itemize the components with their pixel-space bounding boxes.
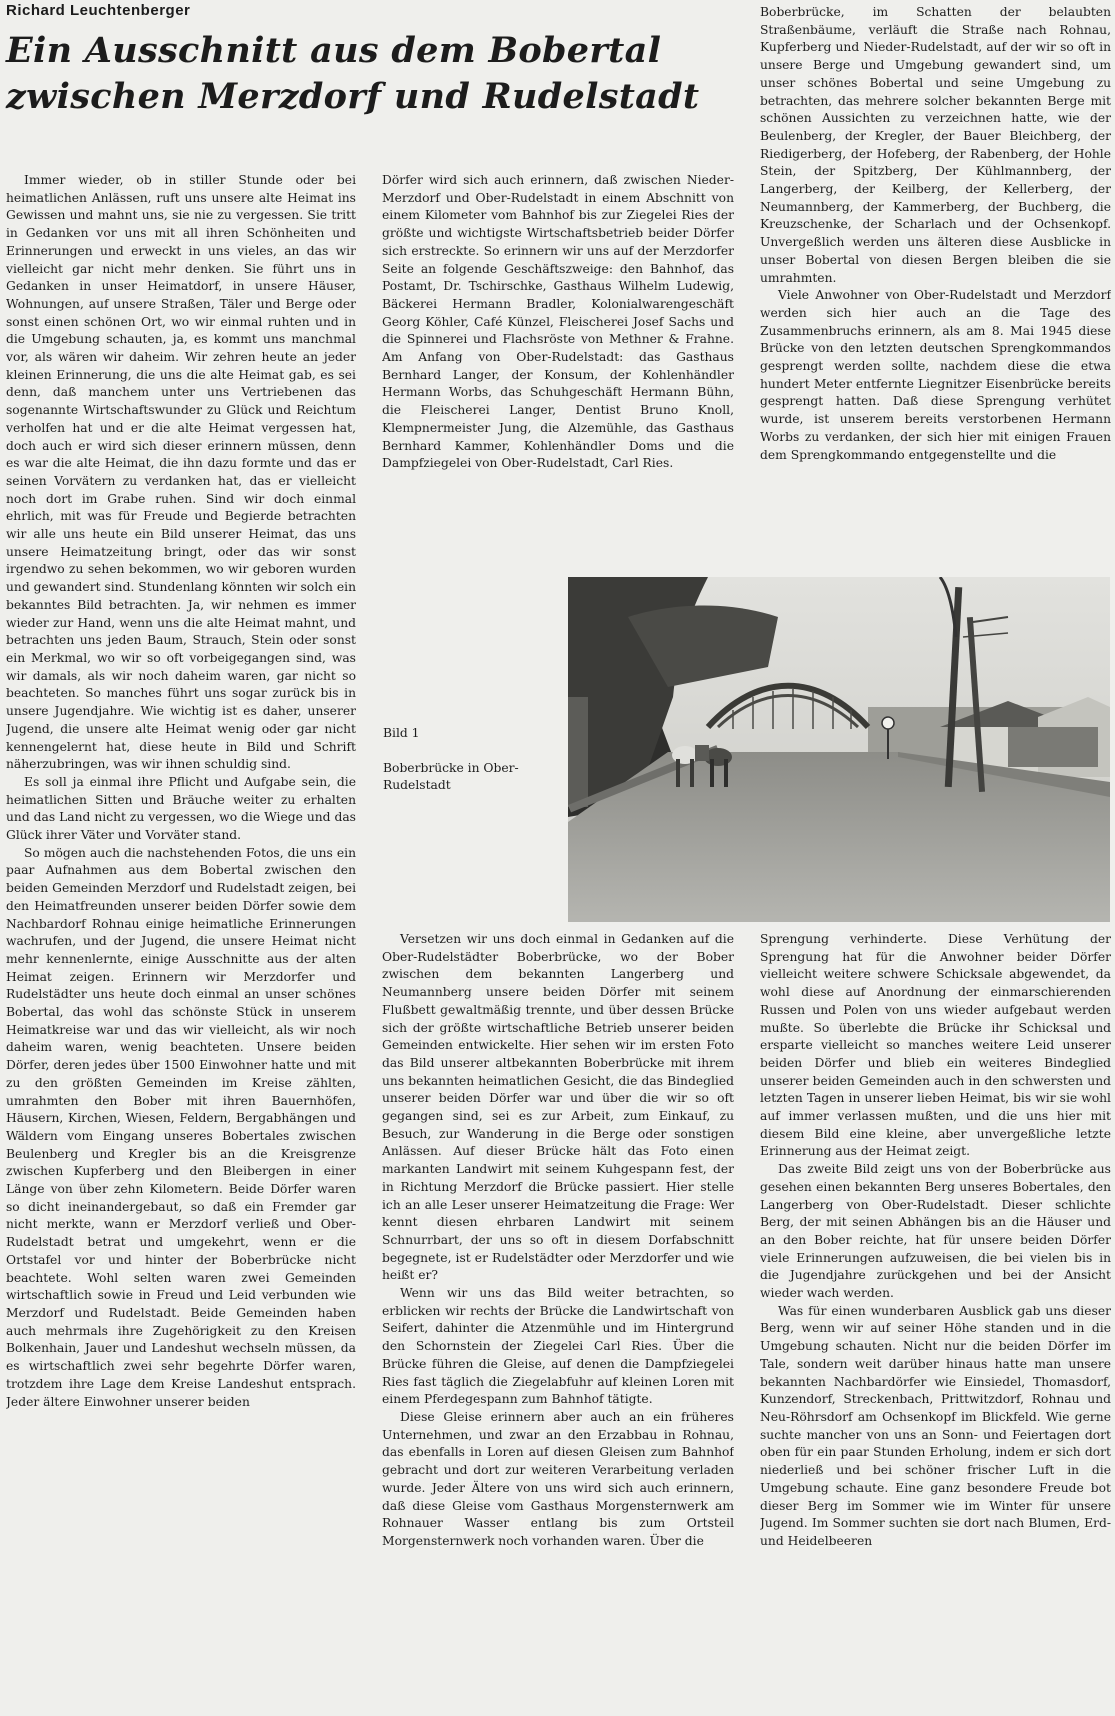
paragraph: Das zweite Bild zeigt uns von der Boberbrücke aus gesehen einen bekannten Berg unseres Bobertales, den Langerberg von Ober-Rudelstadt. Dieser schlichte Berg, der mit seinen Abhängen bis an die Häuser und an den Bober reichte, hat für unsere beiden Dörfer viele Erinnerungen aufzuweisen, die bei vielen bis in die Jugendjahre zurückgehen und bei der Ansicht wieder wach werden. [760, 1162, 1111, 1301]
paragraph: Diese Gleise erinnern aber auch an ein früheres Unternehmen, und zwar an den Erzabbau in Rohnau, das ebenfalls in Loren auf diesen Gleisen zum Bahnhof gebracht und dort zur weiteren Verarbeitung verladen wurde. Jeder Ältere von uns wird sich auch erinnern, daß diese Gleise vom Gasthaus Morgensternwerk am Rohnauer Wasser entlang bis zum Ortsteil Morgensternwerk noch vorhanden waren. Über die [382, 1409, 734, 1548]
text-column-2 [382, 172, 734, 562]
paragraph: Immer wieder, ob in stiller Stunde oder bei heimatlichen Anlässen, ruft uns unsere alte Heimat ins Gewissen und mahnt uns, sie nie zu vergessen. Sie tritt in Gedanken vor uns mit all ihren Schönheiten und Erinnerungen und erweckt in uns vieles, an das wir vielleicht gar nicht mehr denken. Sie führt uns in Gedanken in unser Heimatdorf, in unsere Häuser, Wohnungen, auf unsere Straßen, Täler und Berge oder sonst einen schönen Ort, wo wir einmal ruhten und in die Umgebung schauten, ja, es kommt uns manchmal vor, als wären wir daheim. Wir zehren heute an jeder kleinen Erinnerung, die uns die alte Heimat gab, es sei denn, daß manchem unter uns Vertriebenen das sogenannte Wirtschaftswunder zu Glück und Reichtum verholfen hat und er die alte Heimat vergessen hat, doch auch er wird sich dieser erinnern müssen, denn es war die alte Heimat, die ihn dazu formte und das er seinen Vorvätern zu verdanken hat, das er vielleicht noch dort im Grabe ruhen. Sind wir doch einmal ehrlich, mit was für Freude und Begierde betrachten wir alle uns heute ein Bild unserer Heimat, das uns unsere Heimatzeitung bringt, oder das wir sonst irgendwo zu sehen bekommen, wo wir geboren wurden und gewandert sind. Stundenlang könnten wir solch ein bekanntes Bild betrachten. Ja, wir nehmen es immer wieder zur Hand, wenn uns die alte Heimat mahnt, und betrachten uns jeden Baum, Strauch, Stein oder sonst ein Merkmal, wo wir so oft vorbeigegangen sind, was wir damals, als wir noch daheim waren, gar nicht so beachteten. So manches führt uns sogar zurück bis in unsere Jugendjahre. Wie wichtig ist es daher, unserer Jugend, die unsere alte Heimat wenig oder gar nicht kennengelernt hat, diese heute in Bild und Schrift näherzubringen, was wir ihnen schuldig sind. [6, 173, 356, 772]
author-name: Richard Leuchtenberger [6, 2, 191, 19]
paragraph: Viele Anwohner von Ober-Rudelstadt und Merzdorf werden sich hier auch an die Tage des Zusammenbruchs erinnern, als am 8. Mai 1945 diese Brücke von den letzten deutschen Sprengkommandos gesprengt werden sollte, nachdem diese die etwa hundert Meter entfernte Liegnitzer Eisenbrücke bereits gesprengt hatten. Daß diese Sprengung verhütet wurde, ist unserem bereits verstorbenen Hermann Worbs zu verdanken, der sich hier mit einigen Frauen dem Sprengkommando entgegenstellte und die [760, 288, 1111, 462]
paragraph: So mögen auch die nachstehenden Fotos, die uns ein paar Aufnahmen aus dem Bobertal zwischen den beiden Gemeinden Merzdorf und Rudelstadt zeigen, bei den Heimatfreunden unserer beiden Dörfer sowie dem Nachbardorf Rohnau einige heimatliche Erinnerungen wachrufen, und der Jugend, die unsere Heimat nicht mehr kennenlernte, einige Ausschnitte aus der alten Heimat zeigen. Erinnern wir Merzdorfer und Rudelstädter uns heute doch einmal an unser schönes Bobertal, das wohl das schönste Stück in unserem Heimatkreise war und das wir vielleicht, als wir noch daheim waren, wenig beachteten. Unsere beiden Dörfer, deren jedes über 1500 Einwohner hatte und mit zu den größten Gemeinden im Kreise zählten, umrahmten den Bober mit ihren Bauernhöfen, Häusern, Kirchen, Wiesen, Feldern, Bergabhängen und Wäldern vom Eingang unseres Bobertales zwischen Beulenberg und Kregler bis an die Kreisgrenze zwischen Kupferberg und den Bleibergen in einer Länge von über zehn Kilometern. Beide Dörfer waren so dicht ineinandergebaut, so daß ein Fremder gar nicht merkte, wann er Merzdorf verließ und Ober-Rudelstadt betrat und umgekehrt, wenn er die Ortstafel vor und hinter der Boberbrücke nicht beachtete. Wohl selten waren zwei Gemeinden wirtschaftlich sowie in Freud und Leid verbunden wie Merzdorf und Rudelstadt. Beide Gemeinden haben auch mehrmals ihre Zugehörigkeit zu den Kreisen Bolkenhain, Jauer und Landeshut wechseln müssen, da es wirtschaftlich zwei sehr begehrte Dörfer waren, trotzdem ihre Lage dem Kreise Landeshut entsprach. Jeder ältere Einwohner unserer beiden [6, 845, 356, 1409]
paragraph: Es soll ja einmal ihre Pflicht und Aufgabe sein, die heimatlichen Sitten und Bräuche weiter zu erhalten und das Land nicht zu vergessen, wo die Wiege und das Glück ihrer Väter und Vorväter stand. [6, 774, 356, 843]
paragraph: Wenn wir uns das Bild weiter betrachten, so erblicken wir rechts der Brücke die Landwirtschaft von Seifert, dahinter die Atzenmühle und im Hintergrund den Schornstein der Ziegelei Carl Ries. Über die Brücke führen die Gleise, auf denen die Dampfziegelei Ries fast täglich die Ziegelabfuhr auf kleinen Loren mit einem Pferdegespann zum Bahnhof tätigte. [382, 1286, 734, 1407]
paragraph: Boberbrücke, im Schatten der belaubten Straßenbäume, verläuft die Straße nach Rohnau, Kupferberg und Nieder-Rudelstadt, auf der wir so oft in unsere Berge und Umgebung gewandert sind, um unser schönes Bobertal und seine Umgebung zu betrachten, das mehrere solcher bekannten Berge mit schönen Aussichten zu verzeichnen hatte, wie der Beulenberg, der Kregler, der Bauer Bleichberg, der Riedigerberg, der Hofeberg, der Rabenberg, der Hohle Stein, der Spitzberg, Der Kühlmannberg, der Langerberg, der Keilberg, der Kellerberg, der Neumannberg, der Kammerberg, der Buchberg, die Kreuzschenke, der Scharlach und der Ochsenkopf. Unvergeßlich werden uns älteren diese Ausblicke in unser Bobertal von diesen Bergen bleiben die sie umrahmten. [760, 5, 1111, 285]
article-title [6, 28, 741, 120]
photo-caption [383, 725, 553, 812]
text-column-5 [760, 931, 1111, 1716]
title-line-1: Ein Ausschnitt aus dem Bobertal [6, 30, 662, 71]
paragraph: Was für einen wunderbaren Ausblick gab uns dieser Berg, wenn wir auf seiner Höhe standen und in die Umgebung schauten. Nicht nur die beiden Dörfer im Tale, sondern weit darüber hinaus hatte man unsere bekannten Nachbardörfer wie Einsiedel, Thomasdorf, Kunzendorf, Streckenbach, Prittwitzdorf, Rohnau und Neu-Röhrsdorf am Ochsenkopf im Blickfeld. Wie gerne suchte mancher von uns an Sonn- und Feiertagen dort oben für ein paar Stunden Erholung, indem er sich dort niederließ und bei schöner frischer Luft in die Umgebung schaute. Eine ganz besondere Freude bot dieser Berg im Sommer wie im Winter für unsere Jugend. Im Sommer suchten sie dort nach Blumen, Erd- und Heidelbeeren [760, 1303, 1111, 1548]
paragraph: Dörfer wird sich auch erinnern, daß zwischen Nieder-Merzdorf und Ober-Rudelstadt in einem Abschnitt von einem Kilometer vom Bahnhof bis zur Ziegelei Ries der größte und wichtigste Wirtschaftsbetrieb beider Dörfer sich erstreckte. So erinnern wir uns auf der Merzdorfer Seite an folgende Geschäftszweige: den Bahnhof, das Postamt, Dr. Tschirschke, Gasthaus Wilhelm Ludewig, Bäckerei Hermann Bradler, Kolonialwarengeschäft Georg Köhler, Café Künzel, Fleischerei Josef Sachs und die Spinnerei und Flachsröste von Methner & Frahne. Am Anfang von Ober-Rudelstadt: das Gasthaus Bernhard Langer, der Konsum, der Kohlenhändler Hermann Worbs, das Schuhgeschäft Hermann Bühn, die Fleischerei Langer, Dentist Bruno Knoll, Klempnermeister Jung, die Alzemühle, das Gasthaus Bernhard Kammer, Kohlenhändler Doms und die Dampfziegelei von Ober-Rudelstadt, Carl Ries. [382, 173, 734, 471]
caption-number: Bild 1 [383, 726, 420, 740]
paragraph: Versetzen wir uns doch einmal in Gedanken auf die Ober-Rudelstädter Boberbrücke, wo der Bober zwischen dem bekannten Langerberg und Neumannberg unsere beiden Dörfer mit seinem Flußbett gewaltmäßig trennte, und über dessen Brücke sich der größte wirtschaftliche Betrieb unserer beiden Gemeinden entwickelte. Hier sehen wir im ersten Foto das Bild unserer altbekannten Boberbrücke mit ihrem uns bekannten heimatlichen Gesicht, die das Bindeglied unserer beiden Dörfer war und über die wir so oft gegangen sind, sei es zur Arbeit, zum Einkauf, zu Besuch, zur Wanderung in die Berge oder sonstigen Anlässen. Auf dieser Brücke hält das Foto einen markanten Landwirt mit seinem Kuhgespann fest, der in Richtung Merzdorf die Brücke passiert. Hier stelle ich an alle Leser unserer Heimatzeitung die Frage: Wer kennt diesen ehrbaren Landwirt mit seinem Schnurrbart, der uns so oft in diesem Dorfabschnitt begegnete, ist er Rudelstädter oder Merzdorfer und wie heißt er? [382, 932, 734, 1283]
text-column-1 [6, 172, 356, 1716]
bridge-photo [568, 577, 1110, 922]
paragraph: Sprengung verhinderte. Diese Verhütung der Sprengung hat für die Anwohner beider Dörfer vielleicht weitere schwere Schicksale abgewendet, da wohl diese auf Anordnung der einmarschierenden Russen und Polen von uns wieder aufgebaut werden mußte. So überlebte die Brücke ihr Schicksal und ersparte vielleicht so manches weitere Leid unserer beiden Dörfer und blieb ein weiteres Bindeglied unserer beiden Gemeinden auch in den schwersten und letzten Tagen in unserer lieben Heimat, bis wir sie wohl auf immer verlassen mußten, und die uns hier mit diesem Bild eine kleine, aber unvergeßliche letzte Erinnerung aus der Heimat zeigt. [760, 932, 1111, 1159]
caption-text: Boberbrücke in Ober-Rudelstadt [383, 760, 519, 793]
text-column-3 [760, 4, 1111, 560]
title-line-2: zwischen Merzdorf und Rudelstadt [6, 76, 700, 117]
text-column-4 [382, 931, 734, 1716]
